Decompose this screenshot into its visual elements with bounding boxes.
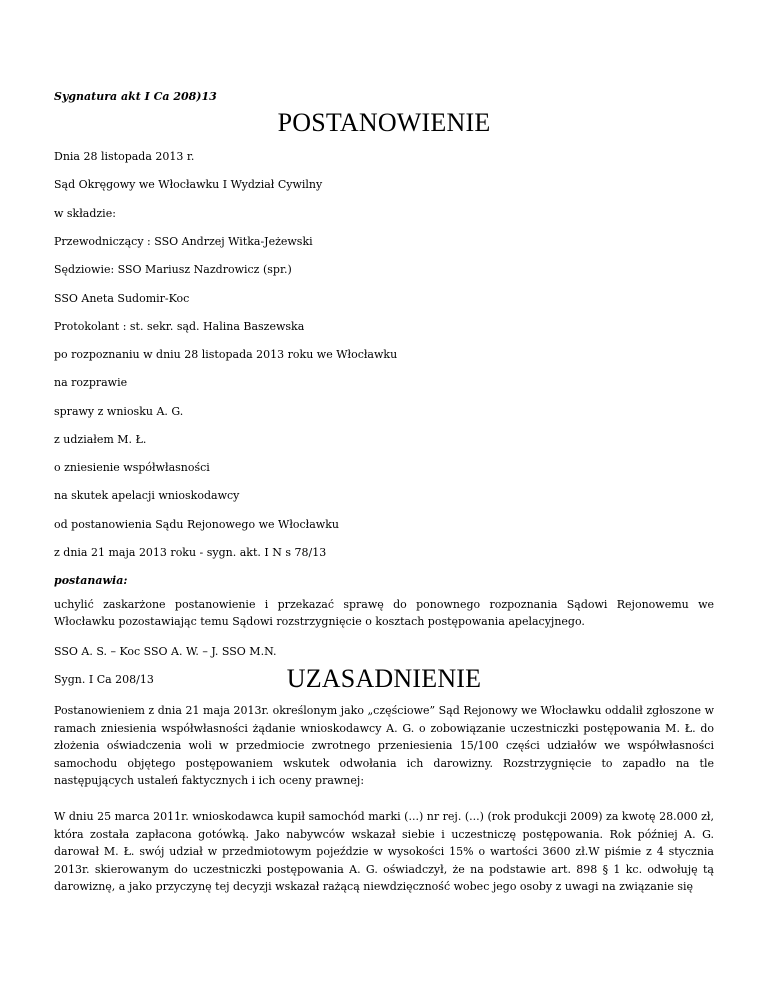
case-signature: Sygnatura akt I Ca 208)13 — [54, 90, 217, 103]
clerk-line: Protokolant : st. sekr. sąd. Halina Baszewska — [54, 320, 305, 333]
appeal-line: na skutek apelacji wnioskodawcy — [54, 489, 240, 502]
document-title: POSTANOWIENIE — [277, 108, 491, 137]
lower-ruling-date-line: z dnia 21 maja 2013 roku - sygn. akt. I N s 78/13 — [54, 546, 327, 559]
justification-paragraph-2: W dniu 25 marca 2011r. wnioskodawca kupił samochód marki (...) nr rej. (...) (rok produkcji 2009) za kwotę 28.000 zł, która została zapłacona gotówką. Jako nabywców wskazał siebie i uczestniczę postępowania. Rok później A. G. darował M. Ł. swój udział w przedmiotowym pojeździe w wysokości 15% o wartości 3600 zł.W piśmie z 4 stycznia 2013r. skierowanym do uczestniczki postępowania A. G. oświadczył, że na podstawie art. 898 § 1 kc. odwołuję tą darowiznę, a jako przyczynę tej decyzji wskazał rażącą niewdzięczność wobec jego osoby z uwagi na związanie się — [54, 810, 714, 893]
lower-court-line: od postanowienia Sądu Rejonowego we Włocławku — [54, 518, 339, 531]
subject-line: o zniesienie współwłasności — [54, 461, 210, 474]
justification-title: UZASADNIENIE — [286, 664, 482, 693]
judge-line: SSO Aneta Sudomir-Koc — [54, 292, 190, 305]
case-number: Sygn. I Ca 208/13 — [54, 673, 154, 686]
session-line: na rozprawie — [54, 376, 128, 389]
participant-line: z udziałem M. Ł. — [54, 433, 147, 446]
court-line: Sąd Okręgowy we Włocławku I Wydział Cywilny — [54, 178, 323, 191]
hearing-line: po rozpoznaniu w dniu 28 listopada 2013 roku we Włocławku — [54, 348, 398, 361]
presiding-judge-line: Przewodniczący : SSO Andrzej Witka-Jeżewski — [54, 235, 313, 248]
postanawia-heading: postanawia: — [54, 574, 128, 587]
justification-paragraph-1: Postanowieniem z dnia 21 maja 2013r. określonym jako „częściowe” Sąd Rejonowy we Włocławku oddalił zgłoszone w ramach zniesienia współwłasności żądanie wnioskodawcy A. G. o zobowiązanie uczestniczki postępowania M. Ł. do złożenia oświadczenia woli w przedmiocie zwrotnego przeniesienia 15/100 części udziałów we współwłasności samochodu objętego postępowaniem wskutek odwołania ich darowizny. Rozstrzygnięcie to zapadło na tle następujących ustaleń faktycznych i ich oceny prawnej: — [54, 704, 714, 787]
ruling-text: uchylić zaskarżone postanowienie i przekazać sprawę do ponownego rozpoznania Sądowi Rejonowemu we Włocławku pozostawiając temu Sądowi rozstrzygnięcie o kosztach postępowania apelacyjnego. — [54, 598, 714, 628]
applicant-line: sprawy z wniosku A. G. — [54, 405, 184, 418]
date-line: Dnia 28 listopada 2013 r. — [54, 150, 195, 163]
composition-line: w składzie: — [54, 207, 116, 220]
judges-line: Sędziowie: SSO Mariusz Nazdrowicz (spr.) — [54, 263, 292, 276]
judges-signatures: SSO A. S. – Koc SSO A. W. – J. SSO M.N. — [54, 645, 277, 658]
